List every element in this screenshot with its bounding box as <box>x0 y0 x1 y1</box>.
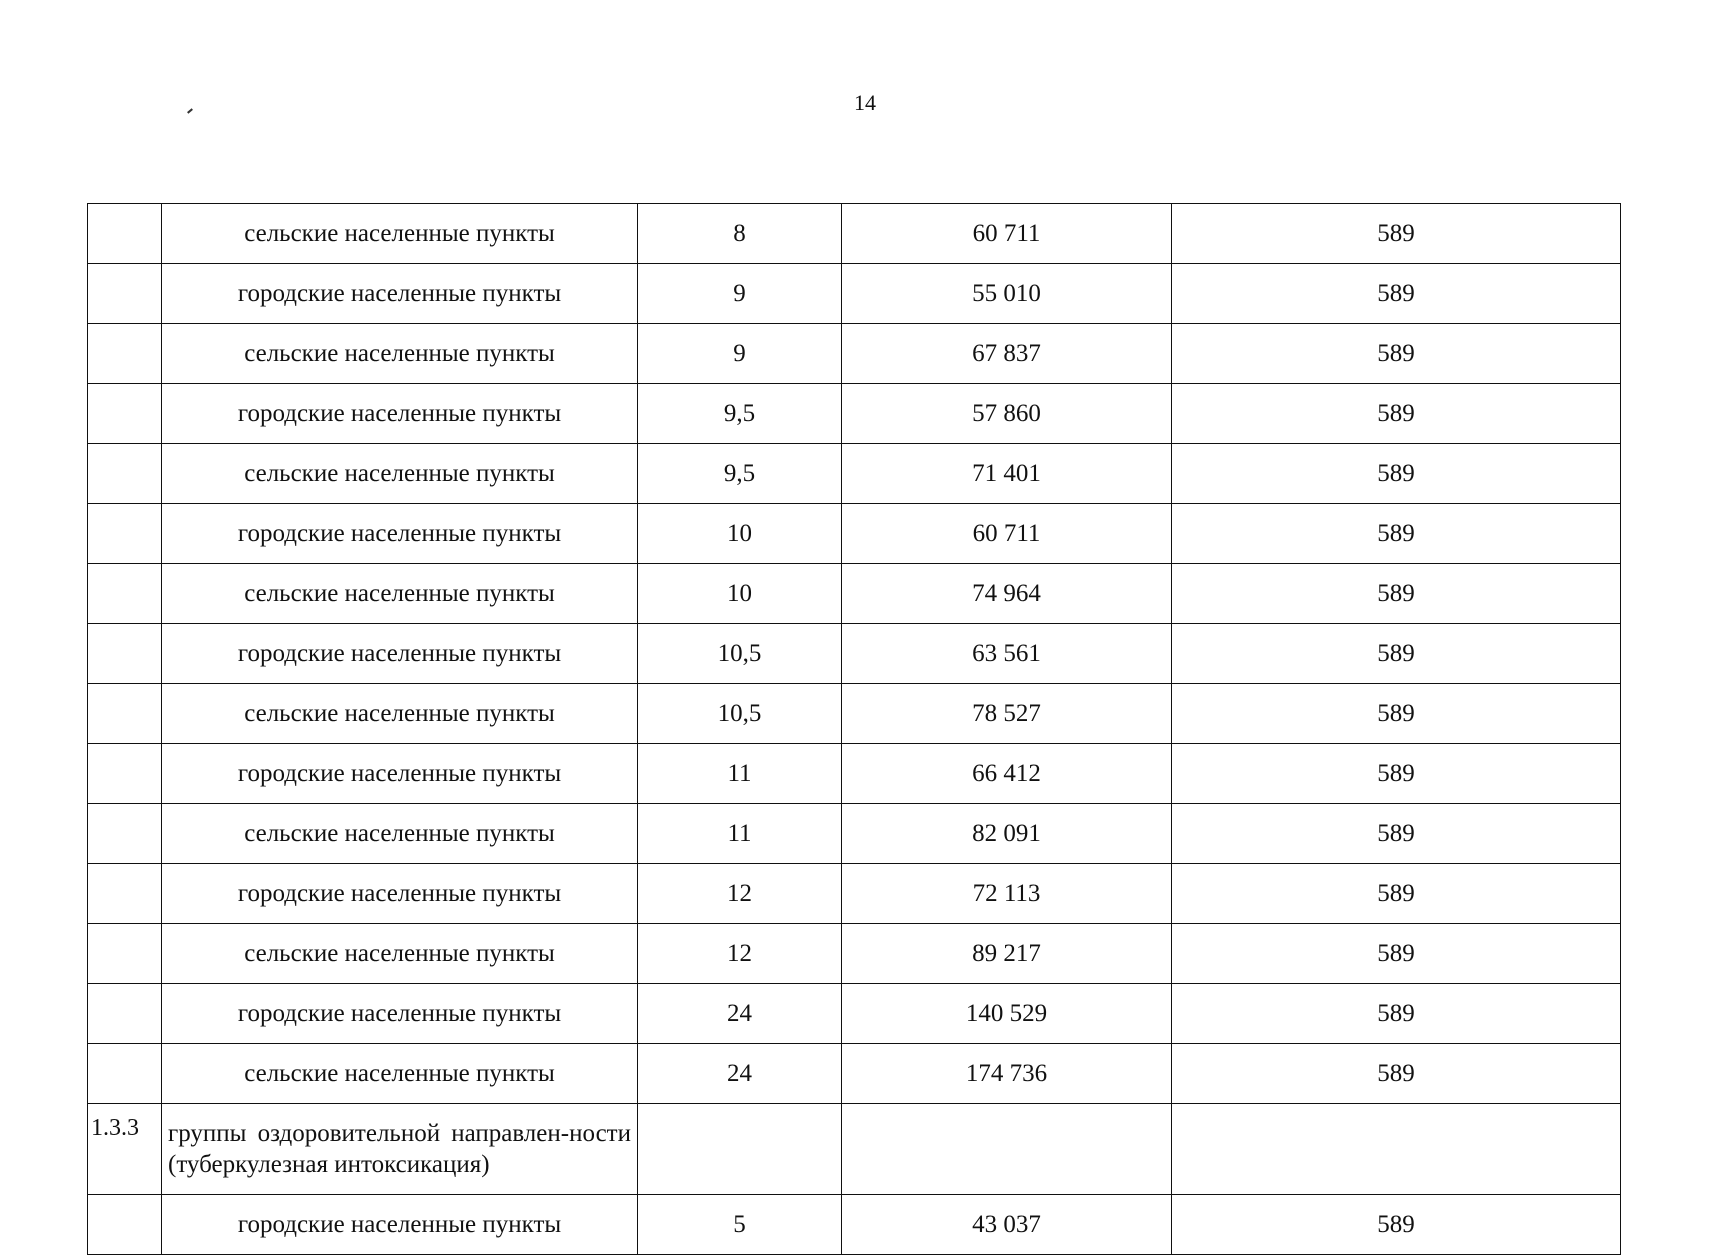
settlement-type-cell: городские населенные пункты <box>162 1195 638 1255</box>
settlement-type-cell: городские населенные пункты <box>162 624 638 684</box>
item-number-cell <box>88 264 162 324</box>
table-row <box>88 924 1621 984</box>
section-hours-cell <box>638 1104 842 1195</box>
settlement-type-cell: сельские населенные пункты <box>162 1044 638 1104</box>
cost-cell: 63 561 <box>842 624 1172 684</box>
section-code-cell <box>1172 1104 1621 1195</box>
table-row <box>88 204 1621 264</box>
settlement-type-cell: городские населенные пункты <box>162 744 638 804</box>
cost-cell: 43 037 <box>842 1195 1172 1255</box>
settlement-type-cell: сельские населенные пункты <box>162 444 638 504</box>
hours-cell: 9,5 <box>638 384 842 444</box>
item-number-cell <box>88 564 162 624</box>
code-cell: 589 <box>1172 804 1621 864</box>
item-number-cell <box>88 804 162 864</box>
hours-cell: 5 <box>638 1195 842 1255</box>
cost-cell: 67 837 <box>842 324 1172 384</box>
code-cell: 589 <box>1172 684 1621 744</box>
table-row <box>88 864 1621 924</box>
code-cell: 589 <box>1172 504 1621 564</box>
settlement-type-cell: городские населенные пункты <box>162 504 638 564</box>
settlement-type-cell: сельские населенные пункты <box>162 924 638 984</box>
code-cell: 589 <box>1172 864 1621 924</box>
table-row <box>88 684 1621 744</box>
item-number-cell <box>88 924 162 984</box>
code-cell: 589 <box>1172 1044 1621 1104</box>
hours-cell: 10 <box>638 564 842 624</box>
settlement-type-cell: сельские населенные пункты <box>162 804 638 864</box>
table-row <box>88 444 1621 504</box>
cost-cell: 57 860 <box>842 384 1172 444</box>
cost-cell: 89 217 <box>842 924 1172 984</box>
section-title-cell: группы оздоровительной направлен-ности (туберкулезная интоксикация) <box>162 1104 638 1195</box>
code-cell: 589 <box>1172 204 1621 264</box>
item-number-cell <box>88 684 162 744</box>
item-number-cell <box>88 1044 162 1104</box>
code-cell: 589 <box>1172 324 1621 384</box>
settlement-type-cell: сельские населенные пункты <box>162 324 638 384</box>
code-cell: 589 <box>1172 624 1621 684</box>
hours-cell: 9,5 <box>638 444 842 504</box>
item-number-cell <box>88 984 162 1044</box>
code-cell: 589 <box>1172 1195 1621 1255</box>
code-cell: 589 <box>1172 384 1621 444</box>
item-number-cell <box>88 744 162 804</box>
page-number: 14 <box>854 90 876 115</box>
code-cell: 589 <box>1172 264 1621 324</box>
table-row <box>88 564 1621 624</box>
code-cell: 589 <box>1172 984 1621 1044</box>
hours-cell: 11 <box>638 744 842 804</box>
cost-cell: 72 113 <box>842 864 1172 924</box>
hours-cell: 9 <box>638 324 842 384</box>
table-row <box>88 384 1621 444</box>
cost-cell: 66 412 <box>842 744 1172 804</box>
table-row <box>88 1044 1621 1104</box>
table-row <box>88 624 1621 684</box>
table-body <box>88 204 1621 1255</box>
hours-cell: 24 <box>638 984 842 1044</box>
table-row <box>88 504 1621 564</box>
cost-cell: 60 711 <box>842 204 1172 264</box>
settlement-type-cell: городские населенные пункты <box>162 984 638 1044</box>
cost-cell: 174 736 <box>842 1044 1172 1104</box>
settlement-type-cell: сельские населенные пункты <box>162 684 638 744</box>
item-number-cell <box>88 864 162 924</box>
code-cell: 589 <box>1172 564 1621 624</box>
hours-cell: 12 <box>638 864 842 924</box>
hours-cell: 9 <box>638 264 842 324</box>
settlement-type-cell: городские населенные пункты <box>162 264 638 324</box>
section-number-cell: 1.3.3 <box>88 1104 162 1195</box>
settlement-type-cell: сельские населенные пункты <box>162 204 638 264</box>
item-number-cell <box>88 324 162 384</box>
cost-cell: 74 964 <box>842 564 1172 624</box>
table-row <box>88 984 1621 1044</box>
code-cell: 589 <box>1172 924 1621 984</box>
item-number-cell <box>88 504 162 564</box>
cost-cell: 60 711 <box>842 504 1172 564</box>
item-number-cell <box>88 624 162 684</box>
table-row <box>88 804 1621 864</box>
code-cell: 589 <box>1172 744 1621 804</box>
cost-cell: 71 401 <box>842 444 1172 504</box>
cost-cell: 78 527 <box>842 684 1172 744</box>
item-number-cell <box>88 444 162 504</box>
hours-cell: 12 <box>638 924 842 984</box>
section-row <box>88 1104 1621 1195</box>
code-cell: 589 <box>1172 444 1621 504</box>
item-number-cell <box>88 1195 162 1255</box>
hours-cell: 10,5 <box>638 684 842 744</box>
cost-cell: 55 010 <box>842 264 1172 324</box>
section-cost-cell <box>842 1104 1172 1195</box>
item-number-cell <box>88 204 162 264</box>
item-number-cell <box>88 384 162 444</box>
hours-cell: 24 <box>638 1044 842 1104</box>
table-row <box>88 324 1621 384</box>
cost-cell: 140 529 <box>842 984 1172 1044</box>
tariff-table <box>87 203 1621 1255</box>
hours-cell: 11 <box>638 804 842 864</box>
settlement-type-cell: городские населенные пункты <box>162 864 638 924</box>
table-row <box>88 1195 1621 1255</box>
table-row <box>88 264 1621 324</box>
hours-cell: 8 <box>638 204 842 264</box>
settlement-type-cell: городские населенные пункты <box>162 384 638 444</box>
settlement-type-cell: сельские населенные пункты <box>162 564 638 624</box>
table-row <box>88 744 1621 804</box>
hours-cell: 10,5 <box>638 624 842 684</box>
cost-cell: 82 091 <box>842 804 1172 864</box>
hours-cell: 10 <box>638 504 842 564</box>
